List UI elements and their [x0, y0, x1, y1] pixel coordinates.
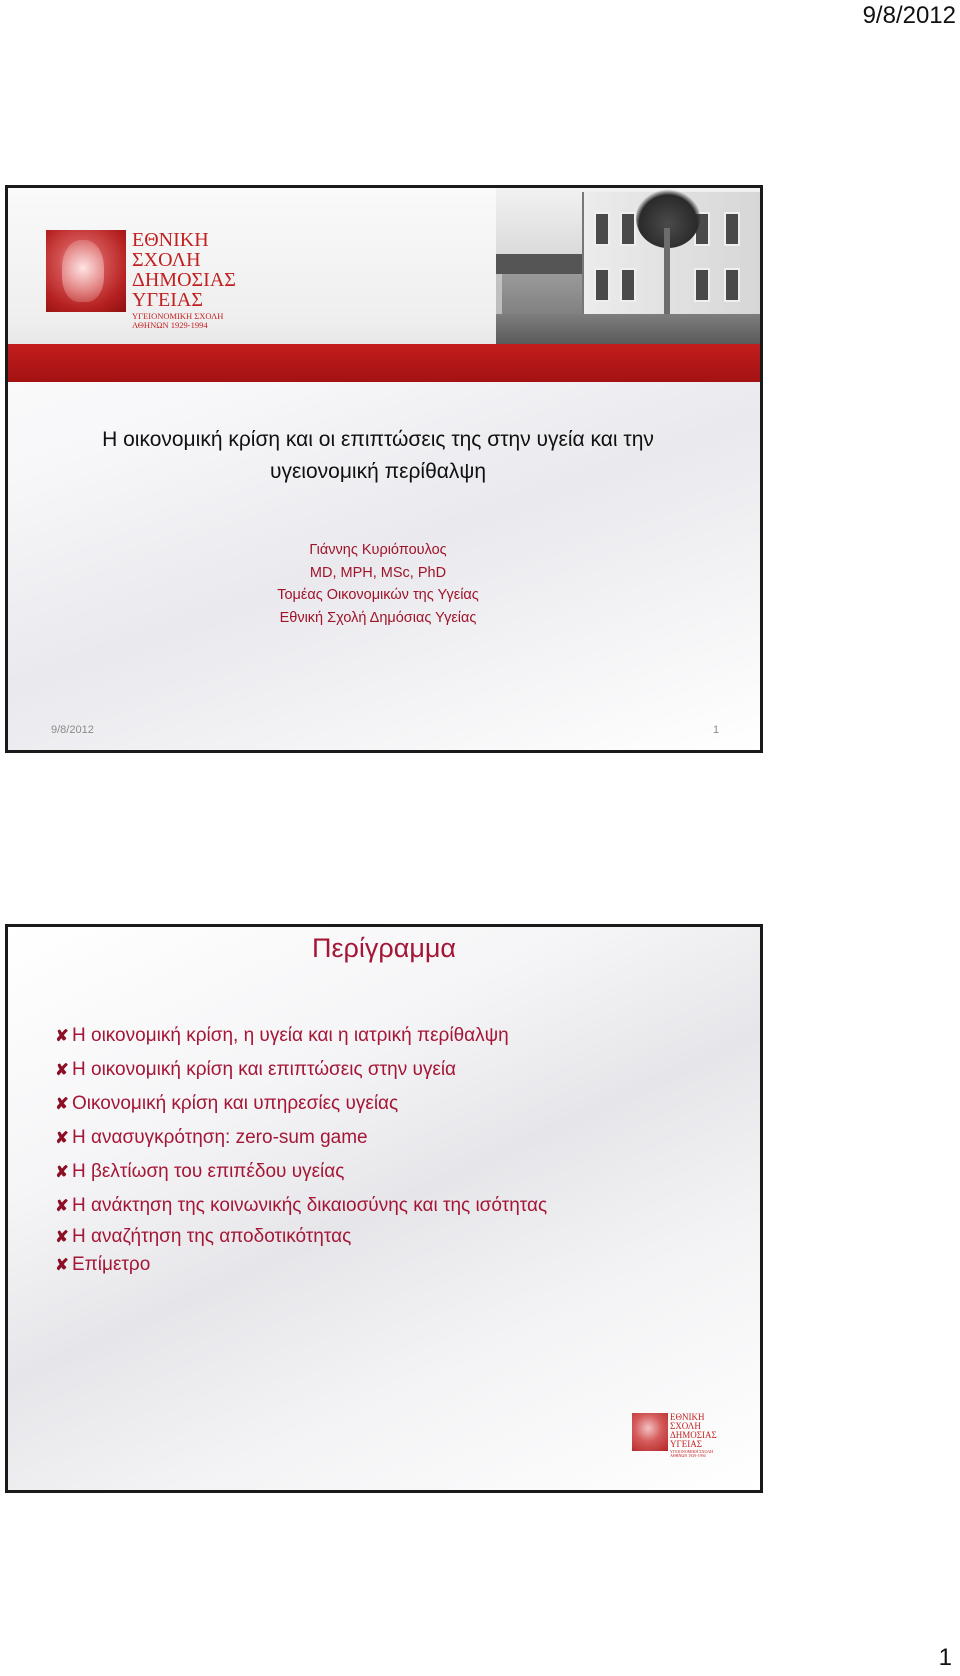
- slide-1-footer-date: 9/8/2012: [51, 724, 94, 736]
- school-logo-small: [632, 1412, 722, 1458]
- outline-item: [54, 1087, 547, 1121]
- author-institution: Εθνική Σχολή Δημόσιας Υγείας: [279, 609, 477, 626]
- outline-item: [54, 1189, 547, 1223]
- logo-line-2: ΣΧΟΛΗ: [132, 249, 201, 271]
- outline-item-text: Η βελτίωση του επιπέδου υγείας: [72, 1161, 345, 1182]
- outline-item: [54, 1121, 547, 1155]
- slide-1-footer-number: 1: [713, 724, 720, 736]
- slide-1: [5, 185, 763, 753]
- logo-line-4: ΥΓΕΙΑΣ: [670, 1439, 702, 1449]
- school-logo-text: [132, 230, 242, 329]
- cross-mark-icon: ✘: [55, 1130, 69, 1147]
- logo-line-3: ΔΗΜΟΣΙΑΣ: [132, 269, 236, 291]
- outline-item: [54, 1223, 547, 1251]
- title-line-2: υγειονομική περίθαλψη: [269, 460, 487, 483]
- slide-2: [5, 924, 763, 1493]
- logo-line-1: ΕΘΝΙΚΗ: [670, 1412, 705, 1422]
- outline-list: [54, 1019, 547, 1279]
- cross-mark-icon: ✘: [55, 1028, 69, 1045]
- red-accent-bar: [8, 344, 760, 382]
- statue-head-icon: [632, 1413, 668, 1451]
- author-block: [28, 539, 728, 629]
- outline-item-text: Η οικονομική κρίση και επιπτώσεις στην υγεία: [72, 1059, 457, 1080]
- cross-mark-icon: ✘: [55, 1229, 69, 1246]
- outline-item: [54, 1053, 547, 1087]
- cross-mark-icon: ✘: [55, 1198, 69, 1215]
- logo-subtitle: ΥΓΕΙΟΝΟΜΙΚΗ ΣΧΟΛΗ ΑΘΗΝΩΝ 1929-1994: [670, 1449, 714, 1458]
- statue-head-icon: [46, 230, 126, 312]
- cross-mark-icon: ✘: [55, 1164, 69, 1181]
- school-building-photo: [496, 188, 760, 344]
- cross-mark-icon: ✘: [55, 1096, 69, 1113]
- outline-item-text: Η ανάκτηση της κοινωνικής δικαιοσύνης και της ισότητας: [72, 1195, 548, 1216]
- school-logo-text: [670, 1413, 722, 1458]
- cross-mark-icon: ✘: [55, 1257, 69, 1274]
- slide-2-title: Περίγραμμα: [311, 933, 457, 963]
- author-department: Τομέας Οικονομικών της Υγείας: [277, 587, 479, 603]
- outline-item-text: Επίμετρο: [72, 1254, 151, 1275]
- logo-subtitle: ΥΓΕΙΟΝΟΜΙΚΗ ΣΧΟΛΗ ΑΘΗΝΩΝ 1929-1994: [132, 311, 224, 330]
- outline-item-text: Η ανασυγκρότηση: zero-sum game: [72, 1127, 368, 1148]
- author-degrees: MD, MPH, MSc, PhD: [309, 564, 447, 581]
- logo-line-3: ΔΗΜΟΣΙΑΣ: [670, 1430, 717, 1440]
- presentation-title: [28, 424, 728, 488]
- outline-item: [54, 1019, 547, 1053]
- title-line-1: Η οικονομική κρίση και οι επιπτώσεις της στην υγεία και την: [102, 428, 654, 451]
- page-header-date: 9/8/2012: [862, 2, 956, 29]
- author-name: Γιάννης Κυριόπουλος: [309, 542, 447, 558]
- logo-line-4: ΥΓΕΙΑΣ: [132, 289, 203, 311]
- outline-item: [54, 1155, 547, 1189]
- school-logo: [46, 229, 242, 330]
- page-footer-number: 1: [938, 1644, 952, 1671]
- cross-mark-icon: ✘: [55, 1062, 69, 1079]
- logo-line-1: ΕΘΝΙΚΗ: [132, 229, 209, 251]
- slide-1-header-band: [8, 188, 760, 382]
- outline-item-text: Η αναζήτηση της αποδοτικότητας: [72, 1226, 352, 1247]
- outline-item-text: Οικονομική κρίση και υπηρεσίες υγείας: [72, 1093, 399, 1114]
- outline-item-text: Η οικονομική κρίση, η υγεία και η ιατρική περίθαλψη: [72, 1025, 509, 1046]
- logo-line-2: ΣΧΟΛΗ: [670, 1421, 701, 1431]
- outline-item: [54, 1251, 547, 1279]
